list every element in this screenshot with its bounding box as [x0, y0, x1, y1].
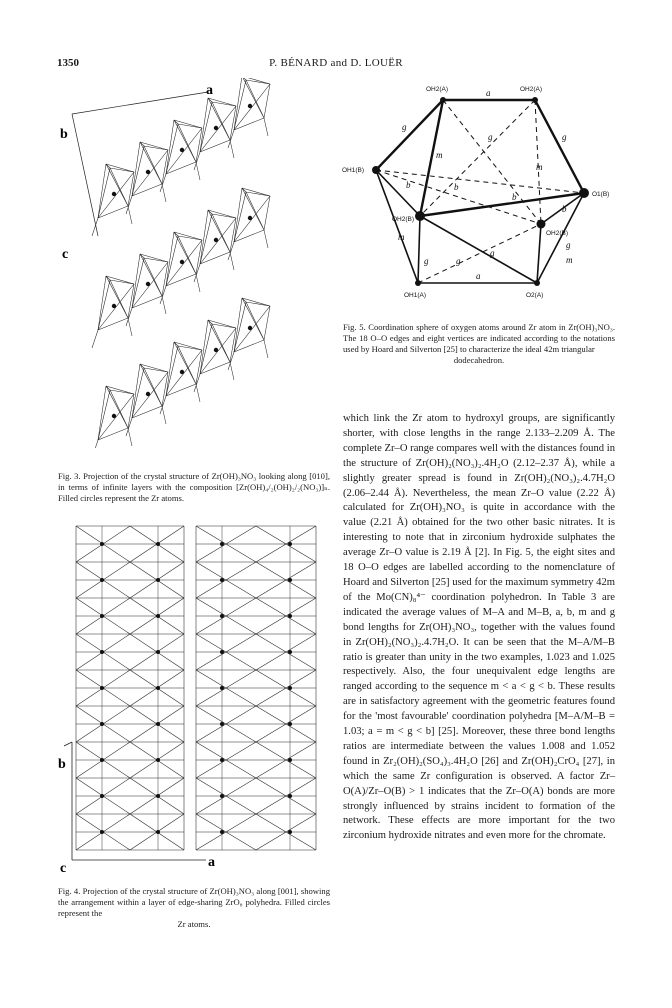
fig4-structure-drawing — [58, 520, 330, 875]
fig5-edge-a-top: a — [486, 88, 491, 98]
fig4-caption — [58, 886, 330, 930]
fig5-edge-g-bm: g — [456, 256, 461, 266]
fig5-edge-m-ul: m — [436, 150, 443, 160]
fig5-label-oh1b: OH1(B) — [342, 167, 365, 174]
fig5-label-oh2b-2: OH2(B) — [546, 230, 569, 237]
body-paragraph: which link the Zr atom to hydroxyl groups, are significantly shorter, with close lengths in the range 2.133–2.209 Å. The complete Zr–O range compares well with the distances found in the structure of Zr(OH)₂(NO₃)₂.4H₂O (2.12–2.37 Å), while a slightly greater spread is found in Zr(OH)₂(NO₃)₂.4.7H₂O (2.06–2.44 Å). Nevertheless, the mean Zr–O value (2.22 Å) calculated for Zr(OH)₃NO₃ is quite in accordance with the value (2.21 Å) obtained for the two other basic nitrates. It is interesting to note that in zirconium hydroxide sulphates the average Zr–O value is 2.19 Å [2]. In Fig. 5, the eight sites and 18 O–O edges are labelled according to the nomenclature of Hoard and Silverton [25] used for the maximum symmetry 42m of the Mo(CN)₈⁴⁻ coordination polyhedron. In Table 3 are indicated the average values of M–A and M–B, a, b, m and g bond lengths for Zr(OH)₃NO₃, together with the values found in Zr(OH)₂(NO₃)₂.4.7H₂O. It can be seen that the M–A/M–B ratio is greater than unity in the two examples, 1.023 and 1.025 respectively. Also, the four unequivalent edge lengths are ranged according to the sequence m < a < g < b. These results are in satisfactory agreement with the geometric features found for the 'most favourable' coordination polyhedra [M–A/M–B = 1.03; a = m < g < b] [25]. Moreover, these three bond lengths ratios are intermediate between the values 1.008 and 1.052 found in Zr₂(OH)₂(SO₄)₃.4H₂O [26] and Zr(OH)₂CrO₄ [27], in which the same Zr configuration is observed. A factor Zr–O(A)/Zr–O(B) > 1 indicates that the Zr–O(A) bonds are more strongly influenced by strains incident to formation of the network. These effects are more important for the two zirconium hydroxide nitrates and even more for the chromate. — [343, 413, 615, 842]
fig5-caption — [343, 322, 615, 366]
fig5-label-oh1a: OH1(A) — [404, 292, 427, 299]
fig4-axis-c: c — [60, 861, 67, 875]
fig5-vertex-oh1a — [415, 280, 421, 286]
fig5-vertex-oh2a-1 — [440, 97, 446, 103]
fig5-label-o1b: O1(B) — [592, 191, 610, 198]
fig5-label-o2a: O2(A) — [526, 292, 544, 299]
page-number: 1350 — [57, 57, 79, 69]
fig5-label-oh2a-2: OH2(A) — [520, 86, 543, 93]
fig5-vertex-o1b — [579, 188, 589, 198]
fig5-edge-g-bc: g — [490, 248, 495, 258]
fig4-caption-text: Fig. 4. Projection of the crystal structure of Zr(OH)₃NO₃ along [001], showing the arrangement within a layer of edge-sharing ZrO₈ polyhedra. Filled circles represent the — [58, 886, 330, 918]
fig5-edge-m-ur: m — [536, 162, 543, 172]
fig5-edge-m-r: m — [566, 255, 573, 265]
figure-4 — [58, 520, 330, 875]
fig3-structure-drawing — [58, 78, 330, 448]
fig5-edge-g-ul: g — [402, 122, 407, 132]
fig5-vertex-oh2a-2 — [532, 97, 538, 103]
fig5-vertex-o2a — [534, 280, 540, 286]
fig5-caption-text: Fig. 5. Coordination sphere of oxygen atoms around Zr atom in Zr(OH)₃NO₃. The 18 O–O edges and eight vertices are indicated according to the notations used by Hoard and Silverton [25] to characterize the ideal 42m triangular — [343, 322, 615, 354]
fig5-caption-last: dodecahedron. — [453, 355, 505, 365]
fig5-edge-g-r: g — [566, 240, 571, 250]
fig5-edge-b-l: b — [406, 180, 411, 190]
body-text-column — [343, 412, 615, 844]
fig4-axis-a: a — [208, 855, 215, 870]
running-head: P. BÉNARD and D. LOUËR — [269, 57, 403, 69]
fig5-edge-b-rr: b — [562, 204, 567, 214]
fig5-edge-m-l: m — [398, 232, 405, 242]
fig5-edge-g-bl: g — [424, 256, 429, 266]
fig4-axis-b: b — [58, 757, 66, 772]
fig5-edge-a-bottom: a — [476, 271, 481, 281]
fig5-edge-g-ur: g — [562, 132, 567, 142]
fig5-vertex-oh1b — [372, 166, 380, 174]
fig5-edge-b-c: b — [454, 182, 459, 192]
fig3-axis-b: b — [60, 127, 68, 142]
fig4-caption-last: Zr atoms. — [177, 919, 211, 929]
fig3-caption — [58, 471, 330, 504]
fig5-edge-g-c: g — [488, 132, 493, 142]
fig3-axis-c: c — [62, 247, 69, 262]
figure-3 — [58, 78, 330, 448]
fig5-edge-b-r: b — [512, 192, 517, 202]
fig5-vertex-oh2b-1 — [415, 211, 425, 221]
figure-5 — [340, 78, 620, 318]
fig5-dodecahedron-drawing — [340, 78, 620, 318]
fig3-caption-text: Fig. 3. Projection of the crystal structure of Zr(OH)₃NO₃ looking along [010], in terms of infinite layers with the composition [Zr(OH)₄/₂(OH)₂/₂(NO₃)]ₙ. Filled circles represent the Zr atoms. — [58, 471, 330, 503]
fig5-label-oh2a-1: OH2(A) — [426, 86, 449, 93]
fig5-vertex-oh2b-2 — [537, 220, 546, 229]
fig5-label-oh2b-1: OH2(B) — [392, 216, 415, 223]
fig3-axis-a: a — [206, 83, 213, 98]
